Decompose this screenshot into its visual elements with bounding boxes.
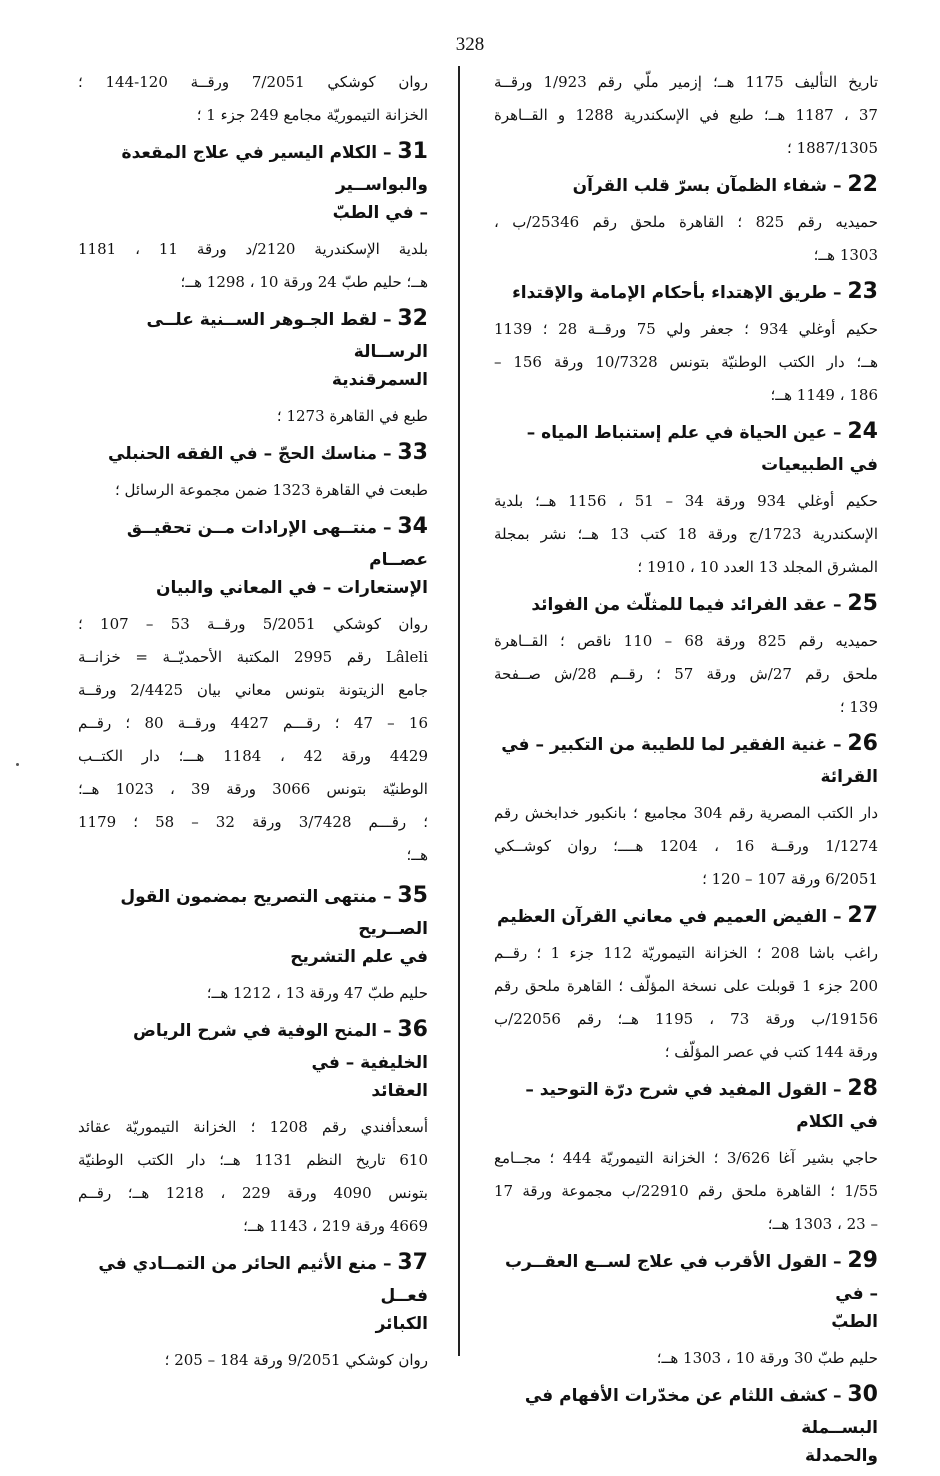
body-line: 610 تاريخ النظم 1131 هــ؛ دار الكتب الوطنيّة — [78, 1151, 428, 1169]
entry-body — [494, 1342, 878, 1375]
body-line: حميديه رقم 825 ورقة 68 – 110 ناقص ؛ القــاهرة — [494, 632, 878, 650]
entry-number: 23 — [847, 279, 878, 304]
entry-title-text: – منع الأثيم الحائر من التمــادي في فعــل — [98, 1254, 428, 1306]
entry-title-text: – الفيض العميم في معاني القرآن العظيم — [496, 907, 842, 927]
entry-number: 35 — [397, 883, 428, 908]
body-line: جامع الزيتونة بتونس معاني بيان 2/4425 ورقــة — [78, 681, 428, 699]
page-number: 328 — [455, 34, 485, 55]
entry-title-text: – طريق الإهتداء بأحكام الإمامة والإقتداء — [512, 283, 842, 303]
entry-body — [494, 797, 878, 896]
entry-heading — [78, 303, 428, 396]
entry-number: 24 — [847, 419, 878, 444]
entry-number: 32 — [397, 306, 428, 331]
entry-body — [494, 1142, 878, 1241]
left-column — [78, 66, 428, 1381]
entry-title — [494, 728, 878, 793]
body-line: 139 ؛ — [839, 698, 878, 716]
body-line: 200 جزء 1 قوبلت على نسخة المؤلّف ؛ القاهرة ملحق رقم — [494, 977, 878, 995]
entry-title — [494, 276, 878, 309]
entry-heading — [78, 437, 428, 470]
entry-heading — [494, 276, 878, 309]
entry-title — [494, 900, 878, 933]
body-line: روان كوشكي 7/2051 ورقــة 120-144 ؛ — [78, 73, 429, 91]
body-line: 37 ، 1187 هــ؛ طبع في الإسكندرية 1288 و القــاهرة — [494, 106, 878, 124]
body-line: 6/2051 ورقة 107 – 120 ؛ — [702, 870, 878, 888]
entry-heading — [494, 416, 878, 481]
entry-title-continuation: – في الطبّ — [332, 203, 428, 223]
body-line: بتونس 4090 ورقة 229 ، 1218 هــ؛ رقــم — [78, 1184, 428, 1202]
body-line: تاريخ التأليف 1175 هــ؛ إزمير ملّي رقم 1/923 ورقــة — [494, 73, 878, 91]
entry-title — [494, 416, 878, 481]
entry-heading — [494, 588, 878, 621]
body-line: الوطنيّة بتونس 3066 ورقة 39 ، 1023 هــ؛ — [78, 780, 428, 798]
body-line: راغب باشا 208 ؛ الخزانة التيموريّة 112 جزء 1 ؛ رقــم — [494, 944, 879, 962]
entry-number: 22 — [847, 172, 878, 197]
entry-body — [78, 608, 428, 872]
entry-title — [78, 1014, 428, 1079]
entry-heading — [78, 880, 428, 973]
entry-title-text: – الكلام اليسير في علاج المقعدة والبواســير — [121, 143, 428, 195]
entry-number: 31 — [397, 139, 428, 164]
body-line: 1/55 ؛ القاهرة ملحق رقم 22910/ب مجموعة ورقة 17 — [494, 1182, 878, 1200]
entry-number: 26 — [847, 731, 878, 756]
entry-heading — [78, 1247, 428, 1340]
entry-title — [78, 1247, 428, 1312]
entry-title-text: – لقط الجـوهر الســنية علــى الرســالة — [146, 310, 428, 362]
entry-heading — [494, 900, 878, 933]
entry-number: 33 — [397, 440, 428, 465]
entry-title-text: – كشف اللثام عن مخدّرات الأفهام في البســملة — [524, 1386, 878, 1438]
entry-title-text: – عين الحياة في علم إستنباط المياه – في الطبيعيات — [526, 423, 878, 475]
entry-title-text: – عقد الفرائد فيما للمثلّث من الفوائد — [531, 595, 842, 615]
entry-title-text: – شفاء الظمآن بسرّ قلب القرآن — [572, 176, 842, 196]
entry-body — [494, 625, 878, 724]
entry-title-text: – القول الأقرب في علاج لســع العقــرب – في — [504, 1252, 878, 1304]
body-line: ورقة 144 كتب في عصر المؤلّف ؛ — [664, 1043, 878, 1061]
entry-heading — [494, 1245, 878, 1338]
entry-title — [494, 1245, 878, 1310]
entry-body — [78, 233, 428, 299]
entry-title-text: – القول المفيد في شرح درّة التوحيد – في الكلام — [525, 1080, 878, 1132]
entry-body — [78, 977, 428, 1010]
entry-title — [494, 1073, 878, 1138]
entry-title — [494, 588, 878, 621]
body-line: حميديه رقم 825 ؛ القاهرة ملحق رقم 25346/ب ، — [494, 213, 878, 231]
entry-number: 30 — [847, 1382, 878, 1407]
body-line: 1/1274 ورقــة 16 ، 1204 هــــ؛ روان كوشــكي — [494, 837, 879, 855]
entry-heading — [494, 1379, 878, 1472]
column-divider — [458, 66, 460, 1356]
entry-number: 27 — [847, 903, 878, 928]
body-line: طبعت في القاهرة 1323 ضمن مجموعة الرسائل ؛ — [114, 481, 428, 499]
speck — [16, 763, 19, 766]
entry-title-continuation: في علم التشريح — [290, 947, 428, 967]
body-line: أسعدأفندي رقم 1208 ؛ الخزانة التيموريّة عقائد — [78, 1118, 429, 1136]
body-line: الإسكندرية 1723/ج ورقة 18 كتب 13 هــ؛ نشر بمجلة — [494, 525, 878, 543]
entry-title — [78, 437, 428, 470]
entry-body — [494, 313, 878, 412]
body-line: بلدية الإسكندرية 2120/د ورقة 11 ، 1181 — [78, 240, 428, 258]
body-line: 4429 ورقة 42 ، 1184 هـــ؛ دار الكتــب — [78, 747, 428, 765]
entry-title-continuation: الكبائر — [375, 1314, 428, 1334]
entry-body — [494, 485, 878, 584]
entry-heading — [78, 1014, 428, 1107]
entry-number: 29 — [847, 1248, 878, 1273]
entry-body — [78, 1111, 428, 1243]
entry-heading — [494, 1073, 878, 1138]
body-line: دار الكتب المصرية رقم 304 مجاميع ؛ بانكبور خدابخش رقم — [494, 804, 878, 822]
body-line: حاجي بشير آغا 3/626 ؛ الخزانة التيموريّة 444 ؛ مجــامع — [494, 1149, 878, 1167]
body-line: هــ؛ دار الكتب الوطنيّة بتونس 10/7328 ورقة 156 – — [494, 353, 878, 371]
entry-title-continuation: الإستعارات – في المعاني والبيان — [155, 578, 428, 598]
body-line: هــ؛ حليم طبّ 24 ورقة 10 ، 1298 هــ؛ — [180, 273, 428, 291]
body-line: ملحق رقم 27/ش ورقة 57 ؛ رقــم 28/ش صــفحة — [494, 665, 878, 683]
body-line: حليم طبّ 30 ورقة 10 ، 1303 هــ؛ — [656, 1349, 878, 1367]
body-line: 16 – 47 ؛ رقـــم 4427 ورقــة 80 ؛ رقــم — [78, 714, 428, 732]
entry-title-continuation: السمرقندية — [331, 370, 428, 390]
entry-title-text: – غنية الفقير لما للطيبة من التكبير – في القرائة — [501, 735, 878, 787]
entry-body — [78, 400, 428, 433]
body-line: ؛ رقـــم 3/7428 ورقة 32 – 58 ؛ 1179 — [78, 813, 428, 831]
entry-title — [78, 136, 428, 201]
entry-title-continuation: الطبّ — [831, 1312, 878, 1332]
entry-title-continuation: العقائد — [371, 1081, 428, 1101]
entry-title — [78, 303, 428, 368]
entry-title — [78, 511, 428, 576]
body-line: المشرق المجلد 13 العدد 10 ، 1910 ؛ — [637, 558, 878, 576]
entry-title-text: – منتــهى الإرادات مــن تحقيــق عصــام — [126, 518, 428, 570]
entry-heading — [494, 169, 878, 202]
body-line: حكيم أوغلي 934 ورقة 34 – 51 ، 1156 هــ؛ بلدية — [494, 492, 878, 510]
body-line: حكيم أوغلي 934 ؛ جعفر ولي 75 ورقــة 28 ؛ 1139 — [494, 320, 879, 338]
body-line: 1303 هــ؛ — [813, 246, 878, 264]
body-line: – 23 ، 1303 هــ؛ — [767, 1215, 878, 1233]
body-line: 4669 ورقة 219 ، 1143 هــ؛ — [243, 1217, 428, 1235]
entry-number: 34 — [397, 514, 428, 539]
body-line: روان كوشكي 5/2051 ورقــة 53 – 107 ؛ — [78, 615, 428, 633]
entry-body — [78, 66, 428, 132]
entry-number: 37 — [397, 1250, 428, 1275]
entry-number: 25 — [847, 591, 878, 616]
entry-title — [78, 880, 428, 945]
body-line: الخزانة التيموريّة مجامع 249 جزء 1 ؛ — [196, 106, 428, 124]
entry-body — [494, 206, 878, 272]
entry-body — [494, 66, 878, 165]
entry-title-text: – المنح الوفية في شرح الرياض الخليفية – في — [133, 1021, 428, 1073]
entry-title-text: – منتهى التصريح بمضمون القول الصــريح — [120, 887, 428, 939]
entry-title-text: – مناسك الحجّ – في الفقه الحنبلي — [108, 444, 392, 464]
entry-title — [494, 169, 878, 202]
entry-heading — [78, 136, 428, 229]
entry-number: 28 — [847, 1076, 878, 1101]
entry-body — [78, 1344, 428, 1377]
right-column — [494, 66, 878, 1476]
entry-heading — [494, 728, 878, 793]
body-line: روان كوشكي 9/2051 ورقة 184 – 205 ؛ — [164, 1351, 428, 1369]
body-line: هــ؛ — [406, 846, 428, 864]
entry-heading — [78, 511, 428, 604]
body-line: Lâleli رقم 2995 المكتبة الأحمديّــة = خزانــة — [78, 648, 429, 666]
body-line: حليم طبّ 47 ورقة 13 ، 1212 هــ؛ — [206, 984, 428, 1002]
entry-number: 36 — [397, 1017, 428, 1042]
body-line: 19156/ب ورقة 73 ، 1195 هــ؛ رقم 22056/ب — [494, 1010, 878, 1028]
entry-title-continuation: والحمدلة — [805, 1446, 878, 1466]
entry-body — [494, 937, 878, 1069]
body-line: 186 ، 1149 هــ؛ — [770, 386, 878, 404]
body-line: طبع في القاهرة 1273 ؛ — [276, 407, 428, 425]
body-line: 1887/1305 ؛ — [787, 139, 878, 157]
entry-body — [78, 474, 428, 507]
